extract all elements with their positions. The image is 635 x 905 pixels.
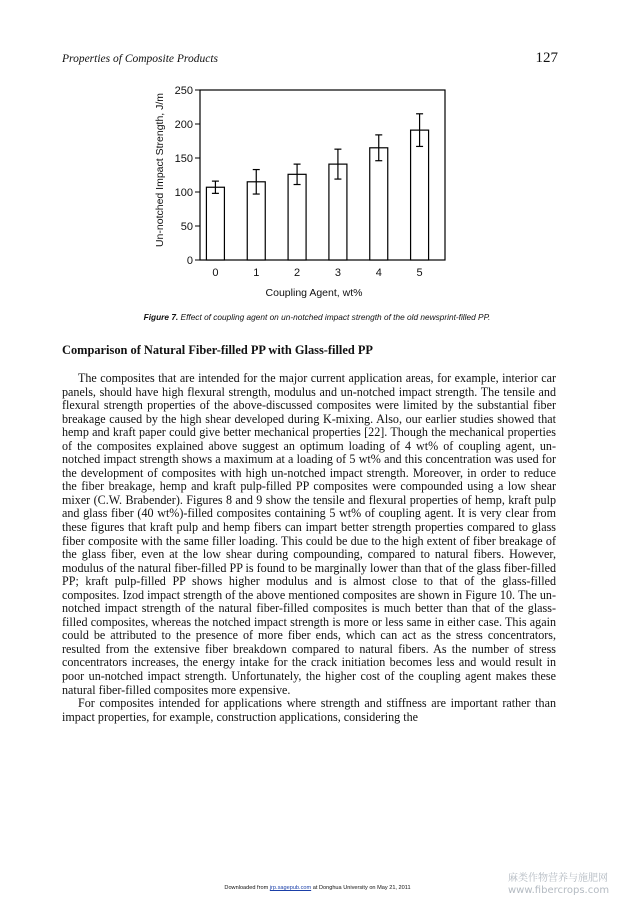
figure-label: Figure 7. xyxy=(143,312,179,322)
y-tick-label: 100 xyxy=(174,187,193,199)
y-tick-label: 50 xyxy=(180,221,193,233)
paragraph: The composites that are intended for the major current application areas, for example, interior car panels, should have high flexural strength, modulus and un-notched impact strength. The tensile and flexural strength properties of the above-discussed composites were limited by the substantial fiber breakage caused by the high shear developed during K-mixing. Also, our earlier studies showed that hemp and kraft paper could give better mechanical properties [22]. Though the mechanical properties of the composites explained above suggest an optimum loading of 4 wt% of coupling agent, un-notched impact strength shows a maximum at a loading of 5 wt% and this concentration was used for the development of composites with high un-notched impact strength. Moreover, in order to reduce the fiber breakage, hemp and kraft pulp-filled PP composites were compounded using a low shear mixer (C.W. Brabender). Figures 8 and 9 show the tensile and flexural properties of hemp, kraft pulp and glass fiber (40 wt%)-filled composites containing 5 wt% of coupling agent. It is very clear from these figures that kraft pulp and hemp fibers can impart better strength properties compared to glass fiber composite with the same filler loading. This could be due to the high extent of fiber breakage of the glass fiber, even at the low shear during compounding, compared to natural fibers. However, modulus of the natural fiber-filled PP is found to be marginally lower than that of the glass fiber-filled PP; kraft pulp-filled PP shows higher modulus and is almost close to that of the glass-filled composites. Izod impact strength of the above mentioned composites are shown in Figure 10. The un-notched impact strength of the natural fiber-filled composites is much better than that of the glass-filled composites, whereas the notched impact strength is more or less same in either case. This again could be attributed to the presence of more fiber ends, which can act as the stress concentrators, resulted from the extensive fiber breakdown compared to natural fibers. As the number of stress concentrators increases, the energy intake for the crack initiation becomes less and would result in poor un-notched impact strength. Unfortunately, the higher cost of the coupling agent makes these natural fiber-filled composites more expensive. xyxy=(62,371,556,697)
bar xyxy=(411,130,429,260)
x-tick-label: 3 xyxy=(334,267,341,279)
y-tick-label: 150 xyxy=(174,153,193,165)
x-tick-label: 5 xyxy=(416,267,423,279)
y-tick-label: 200 xyxy=(174,119,193,131)
section-heading: Comparison of Natural Fiber-filled PP with Glass-filled PP xyxy=(62,343,374,357)
x-tick-label: 2 xyxy=(294,267,301,279)
y-tick-label: 250 xyxy=(174,85,193,97)
y-axis-label: Un-notched Impact Strength, J/m xyxy=(154,92,166,248)
bar-chart xyxy=(150,82,460,307)
figure-caption xyxy=(62,312,572,322)
running-title: Properties of Composite Products xyxy=(62,53,218,65)
x-axis-label: Coupling Agent, wt% xyxy=(265,287,363,299)
page-number: 127 xyxy=(535,50,558,66)
figure-7-chart xyxy=(150,82,460,307)
body-text xyxy=(62,372,556,724)
running-head xyxy=(62,50,558,67)
footer-suffix: at Donghua University on May 21, 2011 xyxy=(311,885,411,891)
figure-caption-text: Effect of coupling agent on un-notched impact strength of the old newsprint-filled PP. xyxy=(180,312,491,322)
site-watermark xyxy=(508,873,628,897)
paragraph: For composites intended for applications where strength and stiffness are important rather than impact properties, for example, construction applications, considering the xyxy=(62,696,556,724)
footer-prefix: Downloaded from xyxy=(224,885,270,891)
footer-link[interactable]: jrp.sagepub.com xyxy=(269,885,312,891)
plot-frame xyxy=(200,90,445,260)
watermark-line-2: www.fibercrops.com xyxy=(508,885,610,896)
y-tick-label: 0 xyxy=(186,255,193,267)
bar xyxy=(288,174,306,260)
x-tick-label: 4 xyxy=(375,267,382,279)
x-tick-label: 1 xyxy=(253,267,260,279)
watermark-line-1: 麻类作物营养与施肥网 xyxy=(508,873,608,884)
x-tick-label: 0 xyxy=(212,267,219,279)
bar xyxy=(370,148,388,260)
bar xyxy=(206,187,224,260)
